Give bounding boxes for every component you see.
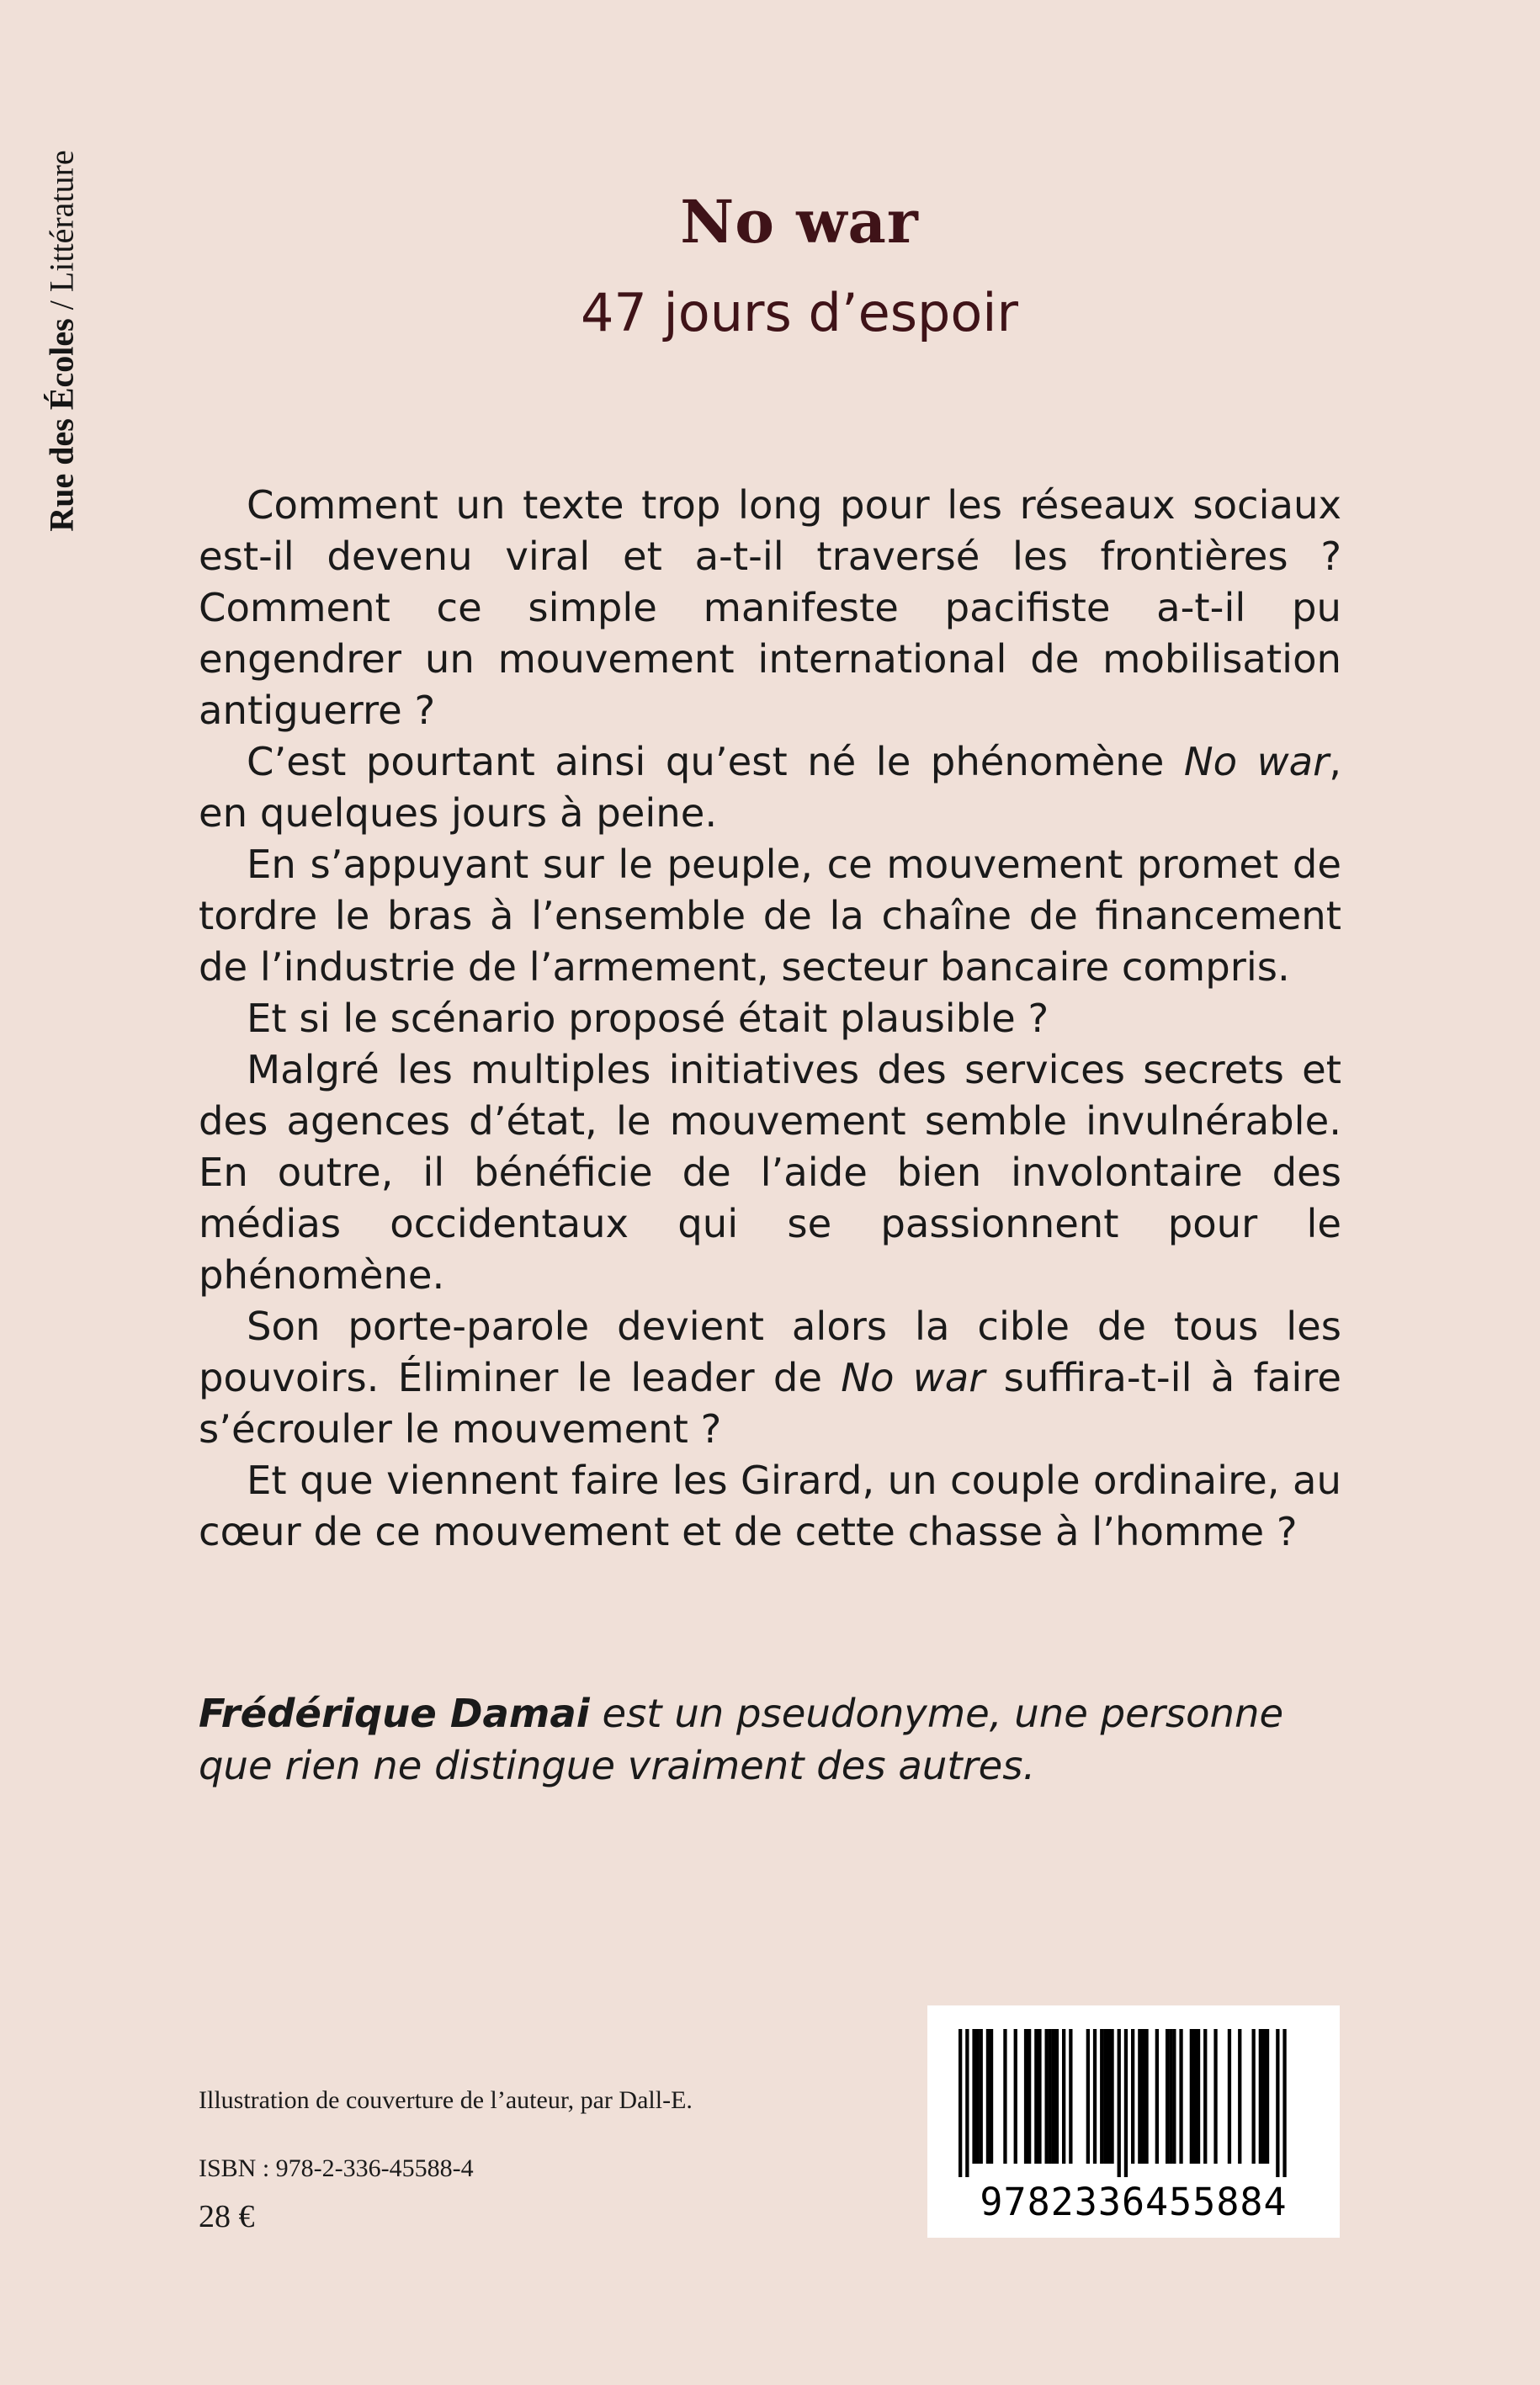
barcode-bar xyxy=(1100,2029,1103,2164)
barcode-bar xyxy=(1118,2029,1121,2177)
barcode-bar xyxy=(1103,2029,1107,2164)
barcode-bar xyxy=(1052,2029,1055,2164)
summary-paragraph: Et que viennent faire les Girard, un couple ordinaire, au cœur de ce mouvement et de cette chasse à l’homme ? xyxy=(199,1458,1341,1554)
barcode-bar xyxy=(980,2029,983,2164)
barcode-bar xyxy=(1093,2029,1097,2164)
barcode-bar xyxy=(1262,2029,1266,2164)
isbn: ISBN : 978-2-336-45588-4 xyxy=(199,2154,474,2182)
barcode-bar xyxy=(1014,2029,1017,2164)
barcode-bar xyxy=(1203,2029,1207,2164)
series-name: Rue des Écoles xyxy=(42,318,81,532)
summary-paragraph: Comment un texte trop long pour les réseaux sociaux est-il devenu viral et a-t-il traversé les frontières ? Comment ce simple manifeste pacifiste a-t-il pu engendrer un mouvement international de mobilisation antiguerre ? xyxy=(199,482,1341,733)
barcode-bar xyxy=(1038,2029,1041,2164)
barcode-bar xyxy=(972,2029,975,2164)
barcode-bar xyxy=(1024,2029,1028,2164)
category-name: Littérature xyxy=(42,150,81,293)
barcode-bar xyxy=(1003,2029,1006,2164)
price: 28 € xyxy=(199,2199,255,2234)
spine-separator: / xyxy=(42,292,81,319)
summary-paragraph: Malgré les multiples initiatives des services secrets et des agences d’état, le mouvement semble invulnérable. En outre, il bénéficie de l’aide bien involontaire des médias occidentaux qui se passionnent pour le phénomène. xyxy=(199,1047,1341,1298)
barcode-bars xyxy=(959,2029,1309,2177)
barcode-bar xyxy=(1049,2029,1052,2164)
barcode-bar xyxy=(976,2029,980,2164)
summary-paragraph: En s’appuyant sur le peuple, ce mouvement promet de tordre le bras à l’ensemble de la chaîne de financement de l’industrie de l’armement, secteur bancaire compris. xyxy=(199,842,1341,990)
barcode-bar xyxy=(1144,2029,1148,2164)
author-name: Frédérique Damai xyxy=(199,1691,590,1736)
barcode-bar xyxy=(1259,2029,1262,2164)
barcode-bar xyxy=(1252,2029,1256,2164)
barcode-bar xyxy=(1193,2029,1197,2164)
barcode-bar xyxy=(959,2029,962,2177)
summary-paragraph: C’est pourtant ainsi qu’est né le phénomène No war, en quelques jours à peine. xyxy=(199,739,1341,836)
barcode-bar xyxy=(1110,2029,1113,2164)
barcode-bar xyxy=(1238,2029,1241,2164)
barcode-bar xyxy=(1034,2029,1038,2164)
barcode-bar xyxy=(1155,2029,1159,2164)
barcode xyxy=(927,2005,1340,2238)
barcode-bar xyxy=(1282,2029,1286,2177)
barcode-bar xyxy=(1197,2029,1200,2164)
barcode-bar xyxy=(1166,2029,1169,2164)
barcode-bar xyxy=(1213,2029,1217,2164)
summary-paragraph: Et si le scénario proposé était plausible ? xyxy=(247,996,1049,1041)
author-description: est un pseudonyme, une personne que rien ne distingue vraiment des autres. xyxy=(199,1691,1284,1788)
barcode-bar xyxy=(1107,2029,1110,2164)
barcode-bar xyxy=(1124,2029,1128,2177)
barcode-bar xyxy=(1266,2029,1269,2164)
author-bio xyxy=(199,1687,1341,1792)
barcode-bar xyxy=(1138,2029,1141,2164)
barcode-bar xyxy=(1055,2029,1059,2164)
barcode-bar xyxy=(1028,2029,1031,2164)
barcode-bar xyxy=(1131,2029,1134,2164)
barcode-bar xyxy=(1172,2029,1176,2164)
barcode-bar xyxy=(1228,2029,1231,2164)
barcode-bar xyxy=(965,2029,969,2177)
barcode-bar xyxy=(1179,2029,1182,2164)
barcode-bar xyxy=(1062,2029,1065,2164)
barcode-bar xyxy=(1190,2029,1193,2164)
barcode-bar xyxy=(1069,2029,1072,2164)
book-subtitle: 47 jours d’espoir xyxy=(580,282,1019,343)
barcode-bar xyxy=(1086,2029,1090,2164)
barcode-bar xyxy=(1141,2029,1144,2164)
summary-paragraph: Son porte-parole devient alors la cible de tous les pouvoirs. Éliminer le leader de No war suffira-t-il à faire s’écrouler le mouvement ? xyxy=(199,1304,1341,1452)
barcode-bar xyxy=(1045,2029,1049,2164)
barcode-digits: 9782336455884 xyxy=(980,2180,1288,2224)
barcode-bar xyxy=(990,2029,993,2164)
barcode-bar xyxy=(986,2029,990,2164)
barcode-bar xyxy=(1169,2029,1172,2164)
summary-text xyxy=(199,480,1341,1558)
illustration-credit: Illustration de couverture de l’auteur, par Dall-E. xyxy=(199,2086,693,2114)
barcode-bar xyxy=(1276,2029,1279,2177)
book-title: No war xyxy=(680,187,919,257)
